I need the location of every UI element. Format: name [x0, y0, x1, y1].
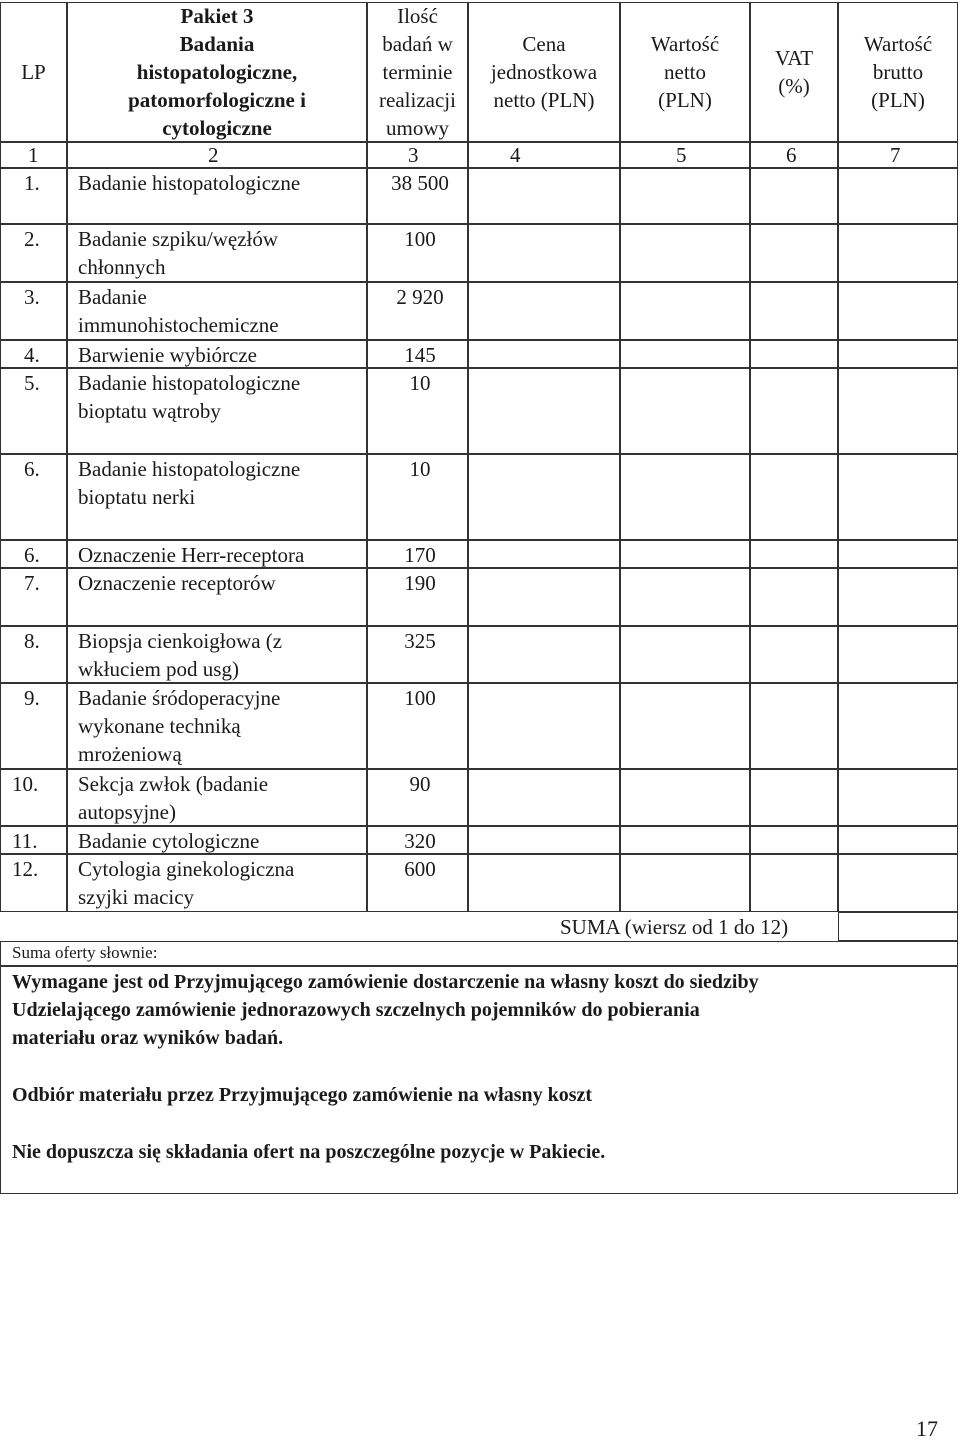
row-description-line: wykonane techniką — [78, 714, 241, 738]
header-gross-value-line: brutto — [872, 60, 924, 84]
row-description-line: bioptatu wątroby — [78, 399, 221, 423]
table-row-cell — [468, 368, 620, 454]
row-number: 2. — [24, 227, 40, 251]
header-package-line: Pakiet 3 — [180, 4, 254, 28]
row-quantity: 100 — [404, 686, 436, 710]
header-quantity-line: badań w — [382, 32, 453, 56]
row-quantity: 145 — [404, 343, 436, 367]
table-row-cell — [620, 826, 750, 854]
table-row-cell — [750, 454, 838, 540]
table-row-cell — [620, 454, 750, 540]
table-row-cell — [750, 769, 838, 826]
row-description-line: Cytologia ginekologiczna — [78, 857, 295, 881]
table-row-cell — [468, 626, 620, 683]
table-row-cell — [750, 282, 838, 340]
table-row-cell — [750, 168, 838, 224]
header-package-line: patomorfologiczne i — [128, 88, 306, 112]
note-line: Wymagane jest od Przyjmującego zamówienie dostarczenie na własny koszt do siedziby — [12, 971, 759, 993]
table-row-cell — [468, 224, 620, 282]
row-description-line: Oznaczenie receptorów — [78, 571, 276, 595]
row-description-line: Badanie śródoperacyjne — [78, 686, 281, 710]
header-net-value-line: Wartość — [650, 32, 720, 56]
column-number: 3 — [408, 143, 419, 167]
table-row-cell — [468, 826, 620, 854]
row-number: 11. — [12, 829, 38, 853]
row-number: 6. — [24, 543, 40, 567]
row-quantity: 38 500 — [391, 171, 449, 195]
row-description-line: Sekcja zwłok (badanie — [78, 772, 269, 796]
row-description-line: Badanie histopatologiczne — [78, 457, 301, 481]
table-row-cell — [750, 368, 838, 454]
row-number: 3. — [24, 285, 40, 309]
table-row-cell — [838, 826, 958, 854]
row-description-line: Biopsja cienkoigłowa (z — [78, 629, 283, 653]
offer-words-label: Suma oferty słownie: — [12, 943, 158, 962]
row-description-line: Badanie histopatologiczne — [78, 171, 301, 195]
row-description-line: Badanie histopatologiczne — [78, 371, 301, 395]
table-row-cell — [838, 168, 958, 224]
header-quantity-line: Ilość — [397, 4, 438, 28]
header-quantity-line: realizacji — [379, 88, 456, 112]
row-description-line: wkłuciem pod usg) — [78, 657, 239, 681]
header-package-line: cytologiczne — [162, 116, 272, 140]
row-number: 9. — [24, 686, 40, 710]
table-row-cell — [838, 626, 958, 683]
header-gross-value-line: Wartość — [863, 32, 933, 56]
table-row-cell — [838, 368, 958, 454]
table-row-cell — [838, 854, 958, 912]
row-description-line: Oznaczenie Herr-receptora — [78, 543, 305, 567]
row-description-line: chłonnych — [78, 255, 166, 279]
header-gross-value-line: (PLN) — [871, 88, 925, 112]
row-description-line: bioptatu nerki — [78, 485, 196, 509]
row-quantity: 10 — [409, 371, 431, 395]
table-row-cell — [620, 854, 750, 912]
row-quantity: 170 — [404, 543, 436, 567]
row-number: 10. — [12, 772, 39, 796]
column-number: 4 — [510, 143, 521, 167]
table-row-cell — [750, 626, 838, 683]
table-row-cell — [468, 683, 620, 769]
table-row-cell — [468, 282, 620, 340]
header-package-line: histopatologiczne, — [136, 60, 298, 84]
table-row-cell — [620, 282, 750, 340]
row-quantity: 190 — [404, 571, 436, 595]
table-row-cell — [750, 683, 838, 769]
sum-value-cell — [838, 912, 958, 941]
row-description-line: immunohistochemiczne — [78, 313, 279, 337]
column-number-cell — [468, 142, 620, 168]
header-quantity-line: umowy — [386, 116, 449, 140]
column-number: 7 — [890, 143, 901, 167]
row-quantity: 10 — [409, 457, 431, 481]
table-row-cell — [620, 769, 750, 826]
table-row-cell — [838, 769, 958, 826]
row-quantity: 100 — [404, 227, 436, 251]
header-quantity-line: terminie — [382, 60, 453, 84]
row-quantity: 90 — [409, 772, 431, 796]
note-line: Udzielającego zamówienie jednorazowych szczelnych pojemników do pobierania — [12, 999, 700, 1021]
table-row-cell — [620, 368, 750, 454]
table-row-cell — [838, 540, 958, 568]
header-lp: LP — [21, 60, 46, 84]
header-unit-price-line: jednostkowa — [490, 60, 598, 84]
table-row-cell — [620, 340, 750, 368]
column-number: 6 — [786, 143, 797, 167]
table-row-cell — [620, 568, 750, 626]
note-line: Nie dopuszcza się składania ofert na poszczególne pozycje w Pakiecie. — [12, 1141, 606, 1163]
note-line: Odbiór materiału przez Przyjmującego zamówienie na własny koszt — [12, 1084, 593, 1106]
table-row-cell — [468, 568, 620, 626]
row-description-line: mrożeniową — [78, 742, 182, 766]
table-row-cell — [468, 854, 620, 912]
table-row-cell — [620, 626, 750, 683]
table-row-cell — [620, 683, 750, 769]
table-row-cell — [838, 282, 958, 340]
table-row-cell — [620, 540, 750, 568]
table-row-cell — [838, 224, 958, 282]
row-number: 1. — [24, 171, 40, 195]
table-row-cell — [750, 540, 838, 568]
table-row-cell — [468, 769, 620, 826]
table-row-cell — [838, 340, 958, 368]
header-unit-price-line: Cena — [522, 32, 566, 56]
header-package-line: Badania — [179, 32, 255, 56]
table-row-cell — [750, 854, 838, 912]
table-row-cell — [838, 568, 958, 626]
row-quantity: 2 920 — [396, 285, 444, 309]
header-vat-line: VAT — [774, 46, 814, 70]
page-number: 17 — [916, 1416, 938, 1441]
column-number: 1 — [28, 143, 39, 167]
column-number: 5 — [676, 143, 687, 167]
table-row-cell — [838, 454, 958, 540]
row-quantity: 600 — [404, 857, 436, 881]
table-row-cell — [750, 224, 838, 282]
table-row-cell — [468, 454, 620, 540]
row-description-line: Barwienie wybiórcze — [78, 343, 258, 367]
row-quantity: 320 — [404, 829, 436, 853]
row-quantity: 325 — [404, 629, 436, 653]
table-row-cell — [838, 683, 958, 769]
header-net-value-line: netto — [664, 60, 706, 84]
table-row-cell — [468, 168, 620, 224]
table-row-cell — [750, 826, 838, 854]
table-row-cell — [620, 224, 750, 282]
table-row-cell — [468, 540, 620, 568]
table-row-cell — [468, 340, 620, 368]
row-description-line: szyjki macicy — [78, 885, 195, 909]
column-number: 2 — [208, 143, 219, 167]
table-row-cell — [750, 568, 838, 626]
row-description-line: Badanie cytologiczne — [78, 829, 260, 853]
row-number: 4. — [24, 343, 40, 367]
sum-label: SUMA (wiersz od 1 do 12) — [560, 915, 789, 939]
row-number: 6. — [24, 457, 40, 481]
row-number: 7. — [24, 571, 40, 595]
row-description-line: Badanie — [78, 285, 147, 309]
table-row-cell — [750, 340, 838, 368]
header-vat-line: (%) — [778, 74, 810, 98]
note-line: materiału oraz wyników badań. — [12, 1027, 284, 1049]
table-row-cell — [620, 168, 750, 224]
header-unit-price-line: netto (PLN) — [493, 88, 595, 112]
row-description-line: autopsyjne) — [78, 800, 176, 824]
row-number: 8. — [24, 629, 40, 653]
header-net-value-line: (PLN) — [658, 88, 712, 112]
row-number: 5. — [24, 371, 40, 395]
row-description-line: Badanie szpiku/węzłów — [78, 227, 279, 251]
row-number: 12. — [12, 857, 39, 881]
